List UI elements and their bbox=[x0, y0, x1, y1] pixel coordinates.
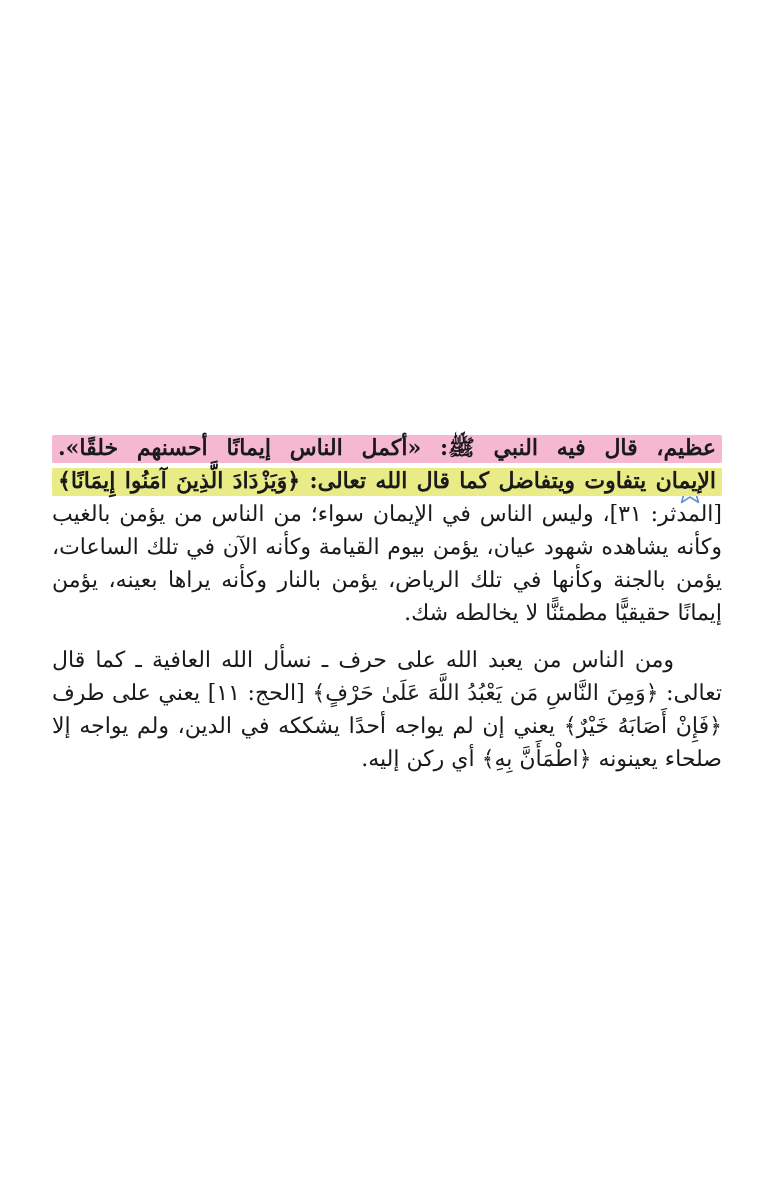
text-line-8: تعالى: ﴿وَمِنَ النَّاسِ مَن يَعْبُدُ اللَّهَ عَلَىٰ حَرْفٍ﴾ [الحج: ١١] يعني على طرف bbox=[52, 681, 722, 706]
highlight-pink-line: عظيم، قال فيه النبي ﷺ: «أكمل الناس إيمانًا أحسنهم خلقًا». bbox=[52, 435, 722, 463]
text-body bbox=[52, 432, 722, 776]
text-line-9: ﴿فَإِنْ أَصَابَهُ خَيْرٌ﴾ يعني إن لم يواجه أحدًا يشككه في الدين، ولم يواجه إلا bbox=[52, 714, 722, 739]
highlight-yellow-line: الإيمان يتفاوت ويتفاضل كما قال الله تعالى: ﴿وَيَزْدَادَ الَّذِينَ آمَنُوا إِيمَانًا﴾ bbox=[52, 468, 722, 496]
text-line-5: يؤمن بالجنة وكأنها في تلك الرياض، يؤمن بالنار وكأنه يراها بعينه، يؤمن bbox=[52, 568, 722, 593]
text-line-6: إيمانًا حقيقيًّا مطمئنًّا لا يخالطه شك. bbox=[404, 601, 722, 626]
text-line-2 bbox=[52, 465, 722, 498]
text-line-1 bbox=[52, 432, 722, 465]
text-line-10: صلحاء يعينونه ﴿اطْمَأَنَّ بِهِ﴾ أي ركن إليه. bbox=[361, 747, 722, 772]
text-line-7: ومن الناس من يعبد الله على حرف ـ نسأل الله العافية ـ كما قال bbox=[52, 648, 674, 673]
text-line-4: وكأنه يشاهده شهود عيان، يؤمن بيوم القيامة وكأنه الآن في تلك الساعات، bbox=[52, 535, 722, 560]
text-line-3: [المدثر: ٣١]، وليس الناس في الإيمان سواء؛ من الناس من يؤمن بالغيب bbox=[52, 502, 722, 527]
